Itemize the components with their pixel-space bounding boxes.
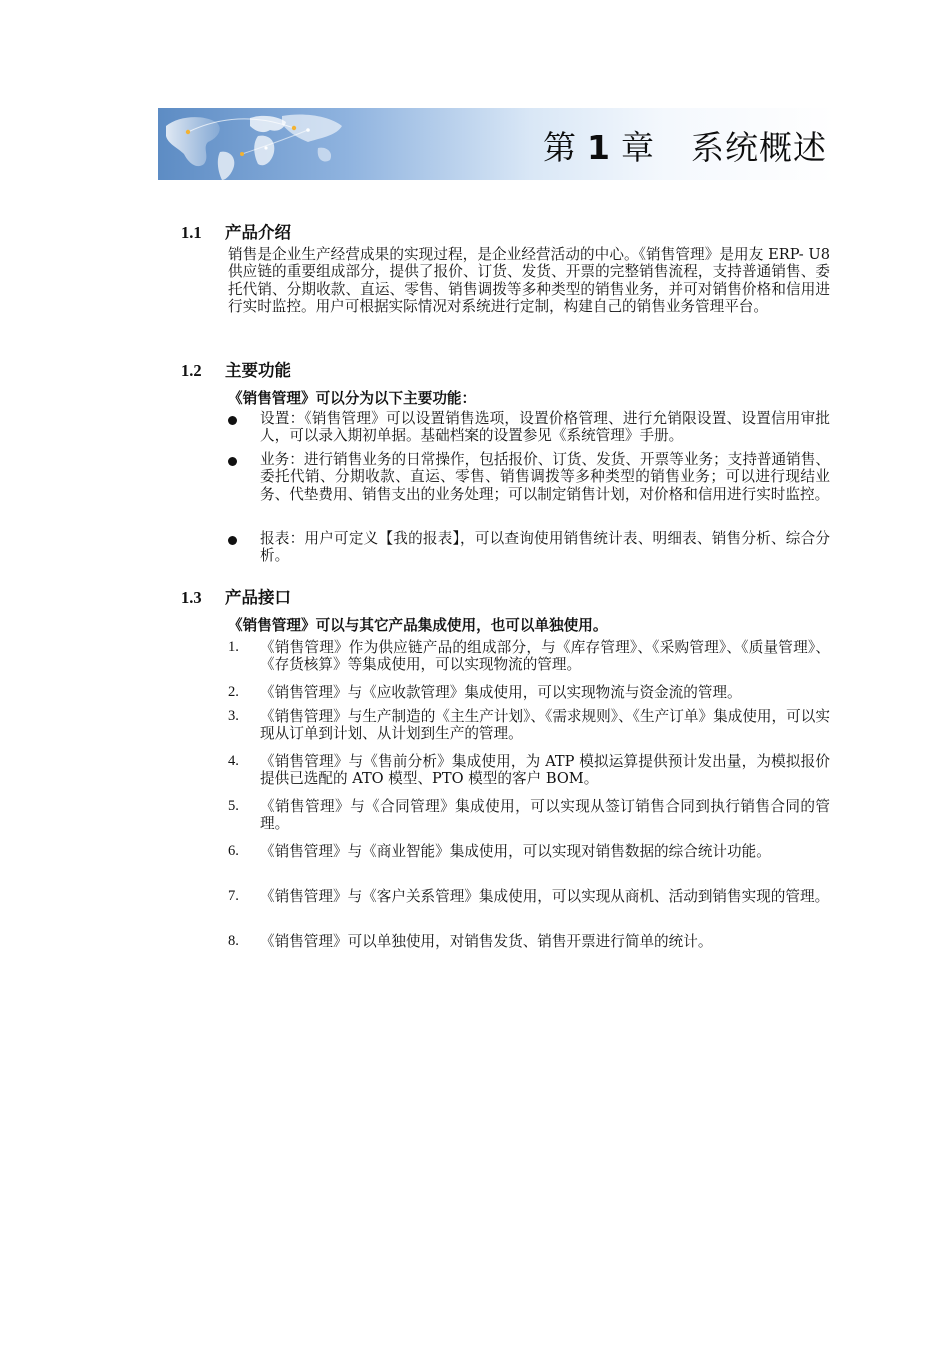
list-item [228,708,830,743]
list-item-number: 3. [228,708,239,724]
section-heading [181,357,291,381]
list-item [228,843,830,860]
section-number: 1.2 [181,361,202,380]
list-item-number: 1. [228,639,239,655]
section-title: 产品介绍 [225,223,291,242]
list-item-text: 《销售管理》与《应收款管理》集成使用，可以实现物流与资金流的管理。 [260,684,742,701]
list-item-text: 《销售管理》与《售前分析》集成使用，为 ATP 模拟运算提供预计发出量，为模拟报价提供已选配的 ATO 模型、PTO 模型的客户 BOM。 [260,753,830,788]
intro-paragraph: 销售是企业生产经营成果的实现过程，是企业经营活动的中心。《销售管理》是用友 ERP- U8 供应链的重要组成部分，提供了报价、订货、发货、开票的完整销售流程，支持普通销售、委托代销、分期收款、直运、零售、销售调拨等多种类型的销售业务，并可对销售价格和信用进行实时监控。用户可根据实际情况对系统进行定制，构建自己的销售业务管理平台。 [228,246,830,315]
list-item-text: 《销售管理》与生产制造的《主生产计划》、《需求规则》、《生产订单》集成使用，可以实现从订单到计划、从计划到生产的管理。 [260,708,830,743]
section-heading [181,219,291,243]
list-item-text: 设置：《销售管理》可以设置销售选项，设置价格管理、进行允销限设置、设置信用审批人，可以录入期初单据。基础档案的设置参见《系统管理》手册。 [260,410,830,445]
bullet-dot-icon [228,416,237,425]
list-item [228,410,830,445]
bullet-dot-icon [228,457,237,466]
section-heading [181,584,291,608]
chapter-prefix: 第 [543,128,578,167]
list-item-text: 《销售管理》作为供应链产品的组成部分，与《库存管理》、《采购管理》、《质量管理》、《存货核算》等集成使用，可以实现物流的管理。 [260,639,830,674]
list-item-number: 5. [228,798,239,814]
list-item-text: 《销售管理》与《合同管理》集成使用，可以实现从签订销售合同到执行销售合同的管理。 [260,798,830,833]
list-item-text: 《销售管理》与《商业智能》集成使用，可以实现对销售数据的综合统计功能。 [260,843,771,860]
list-item [228,933,830,950]
list-item-number: 8. [228,933,239,949]
chapter-number: 1 [587,128,611,167]
section-lead: 《销售管理》可以分为以下主要功能： [228,390,477,407]
list-item [228,530,830,565]
list-item-number: 4. [228,753,239,769]
section-title: 主要功能 [225,361,291,380]
chapter-suffix: 章 [621,128,655,167]
chapter-name: 系统概述 [691,128,827,167]
list-item-text: 报表：用户可定义【我的报表】，可以查询使用销售统计表、明细表、销售分析、综合分析。 [260,530,830,565]
list-item [228,798,830,833]
section-title: 产品接口 [225,588,291,607]
bullet-dot-icon [228,536,237,545]
list-item-number: 2. [228,684,239,700]
list-item [228,888,830,905]
list-item [228,639,830,674]
list-item-number: 7. [228,888,239,904]
section-number: 1.1 [181,223,202,242]
list-item-text: 《销售管理》可以单独使用，对销售发货、销售开票进行简单的统计。 [260,933,713,950]
section-lead: 《销售管理》可以与其它产品集成使用，也可以单独使用。 [228,617,608,634]
chapter-title [543,122,827,169]
list-item-text: 《销售管理》与《客户关系管理》集成使用，可以实现从商机、活动到销售实现的管理。 [260,888,830,905]
chapter-banner [158,108,835,180]
list-item [228,684,830,701]
list-item-number: 6. [228,843,239,859]
list-item [228,753,830,788]
list-item [228,451,830,503]
list-item-text: 业务：进行销售业务的日常操作，包括报价、订货、发货、开票等业务；支持普通销售、委托代销、分期收款、直运、零售、销售调拨等多种类型的销售业务；可以进行现结业务、代垫费用、销售支出的业务处理；可以制定销售计划，对价格和信用进行实时监控。 [260,451,830,503]
section-number: 1.3 [181,588,202,607]
